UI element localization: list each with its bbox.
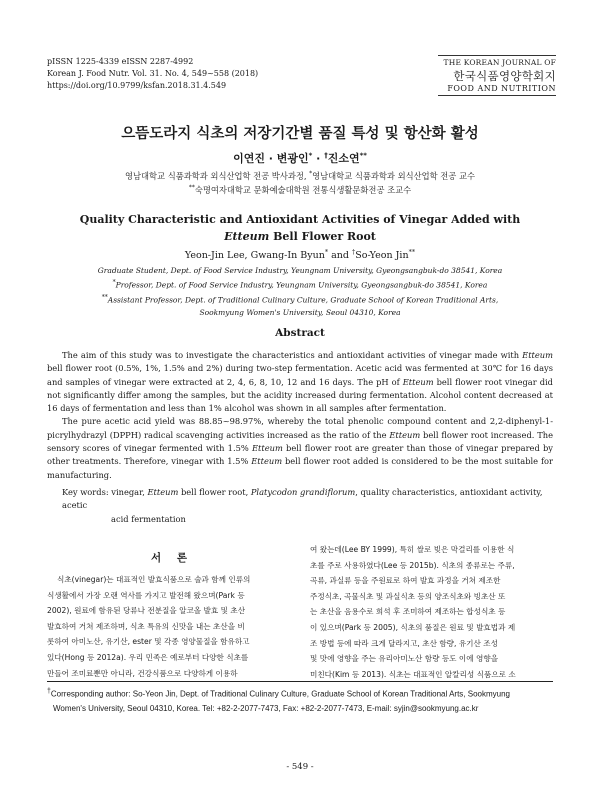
journal-logo [438, 55, 556, 96]
body-line: 발효하여 거쳐 제조하며, 식초 특유의 신맛을 내는 초산을 비 [47, 621, 245, 631]
footnote-corresponding-author [47, 685, 557, 716]
body-line: 주정식초, 곡물식초 및 과실식초 등의 양조식초와 빙초산 또 [310, 591, 506, 601]
journal-name-en-bottom: FOOD AND NUTRITION [438, 84, 556, 96]
footnote-line: Corresponding author: So-Yeon Jin, Dept. of Traditional Culinary Culture, Graduate School of Korean Traditional Arts, Sookmyung [50, 689, 510, 699]
body-line: 초를 주로 사용하였다(Lee 등 2015b). 식초의 종류로는 주류, [310, 560, 515, 570]
abstract-body [47, 349, 553, 482]
title-korean: 으뜸도라지 식초의 저장기간별 품질 특성 및 항산화 활성 [121, 126, 479, 142]
title-italic-term: Etteum [224, 230, 270, 243]
title-line-2: Bell Flower Root [269, 230, 376, 243]
keywords: Key words: vinegar, Etteum bell flower root, Platycodon grandiflorum, quality characteristics, antioxidant activity, acetic acid fermentation [62, 486, 552, 526]
author-names-1: Yeon-Jin Lee, Gwang-In Byun [184, 250, 325, 262]
body-line: 있다(Hong 등 2012a). 우리 민족은 예로부터 다양한 식초를 [47, 652, 249, 662]
affiliations-korean [0, 168, 600, 197]
body-line: 곡류, 과실류 등을 주원료로 하여 발효 과정을 거쳐 제조한 [310, 576, 501, 586]
body-line: 식생활에서 가장 오랜 역사를 가지고 발전해 왔으며(Park 등 [47, 590, 245, 600]
affiliation-line: Professor, Dept. of Food Service Industry, Yeungnam University, Gyeongsangbuk-do 38541, Korea [115, 280, 488, 290]
body-column-left [47, 572, 297, 681]
affiliation-line: 숙명여자대학교 문화예술대학원 전통식생활문화전공 조교수 [194, 185, 412, 196]
body-line: 식초(vinegar)는 대표적인 발효식품으로 술과 함께 인류의 [57, 575, 251, 584]
footnote-line: Women's University, Seoul 04310, Korea. Tel: +82-2-2077-7473, Fax: +82-2-2077-7473, E-mail: syjin@sookmyung.ac.kr [53, 703, 479, 713]
affiliation-line: 영남대학교 식품과학과 외식산업학 전공 교수 [312, 170, 475, 181]
title-english [0, 211, 600, 245]
affiliation-line: Sookmyung Women's University, Seoul 04310, Korea [199, 307, 401, 317]
title-line-1: Quality Characteristic and Antioxidant Activities of Vinegar Added with [79, 213, 521, 226]
affiliation-line: Graduate Student, Dept. of Food Service Industry, Yeungnam University, Gyeongsangbuk-do 38541, Korea [97, 266, 503, 275]
journal-name-en-top: THE KOREAN JOURNAL OF [438, 55, 556, 67]
abstract-paragraph-2: The pure acetic acid yield was 88.85~98.97%, whereby the total phenolic compound content and 2,2-diphenyl-1-picrylhydrazyl (DPPH) radical scavenging activities increased as the ratio of the Etteum bell flower root increased. The sensory scores of vinegar fermented with 1.5% Etteum bell flower root are greater than those of vinegar prepared by other treatments. Therefore, vinegar with 1.5% Etteum bell flower root added is considered to be the most suitable for manufacturing. [47, 416, 553, 480]
keywords-continuation: acid fermentation [111, 513, 186, 524]
abstract-heading: Abstract [275, 327, 325, 339]
affiliations-english [0, 265, 600, 319]
body-line: 여 왔는데(Lee BY 1999), 특히 쌀로 빚은 막걸리를 이용한 식 [310, 545, 515, 554]
body-line: 조 방법 등에 따라 크게 달라지고, 초산 함량, 유기산 조성 [310, 638, 498, 648]
journal-header [47, 56, 258, 92]
abstract-paragraph-1: The aim of this study was to investigate the characteristics and antioxidant activities of vinegar made with Etteum bell flower root (0.5%, 1%, 1.5% and 2%) during two-step fermentation. Acetic acid was fermented at 30℃ for 16 days and samples of vinegar were extracted at 2, 4, 6, 8, 10, 12 and 16 days. The pH of Etteum bell flower root vinegar did not significantly differ among the samples, but the acidity increased during fermentation. Alcohol content decreased at 16 days of fermentation and less than 1% alcohol was shown in all samples after fermentation. [47, 350, 553, 414]
section-heading-introduction: 서 론 [151, 552, 193, 564]
authors-english [0, 248, 600, 261]
journal-name-ko: 한국식품영양학회지 [453, 69, 556, 83]
author-and: and [328, 250, 353, 262]
corresponding-mark: † [324, 151, 328, 160]
affiliation-mark: ** [188, 184, 195, 192]
affiliation-mark: * [309, 170, 313, 177]
affiliation-line: 영남대학교 식품과학과 외식산업학 전공 박사과정, [125, 170, 310, 181]
issn-line: pISSN 1225-4339 eISSN 2287-4992 [47, 57, 194, 66]
body-line: 는 초산을 음용수로 희석 후 조미하여 제조하는 합성식초 등 [310, 607, 506, 617]
author-names-2: 진소연 [327, 152, 360, 165]
author-separator: · [312, 152, 325, 165]
body-column-right [310, 542, 554, 682]
author-names-2: So-Yeon Jin [355, 250, 409, 262]
body-line: 2002), 원료에 함유된 당류나 전분질을 알코올 발효 및 초산 [47, 606, 246, 616]
corresponding-mark: † [47, 688, 51, 695]
doi-link[interactable]: https://doi.org/10.9799/ksfan.2018.31.4.549 [47, 81, 227, 90]
affiliation-line: Assistant Professor, Dept. of Traditional Culinary Culture, Graduate School of Korean Traditional Arts, [107, 295, 499, 305]
author-mark: * [308, 151, 313, 160]
keywords-label: Key words: [62, 487, 112, 497]
authors-korean [0, 150, 600, 166]
body-line: 만들어 조미료뿐만 아니라, 건강식품으로 다양하게 이용하 [47, 668, 238, 678]
page-number: - 549 - [286, 762, 314, 772]
author-mark: ** [408, 248, 416, 256]
author-mark: * [324, 248, 329, 256]
author-names-1: 이연진 · 변광인 [233, 152, 309, 165]
affiliation-mark: ** [101, 293, 108, 301]
body-line: 미친다(Kim 등 2013). 식초는 대표적인 알칼리성 식품으로 소 [310, 669, 516, 679]
citation-line: Korean J. Food Nutr. Vol. 31. No. 4, 549~558 (2018) [47, 69, 259, 78]
body-line: 롯하여 아미노산, 유기산, ester 및 각종 영양물질을 함유하고 [47, 637, 250, 647]
affiliation-mark: * [112, 279, 116, 287]
body-line: 및 맛에 영향을 주는 유리아미노산 함량 등도 이에 영향을 [310, 654, 499, 664]
corresponding-mark: † [352, 248, 356, 256]
body-line: 이 있으며(Park 등 2005), 식초의 품질은 원료 및 발효법과 제 [310, 622, 516, 632]
footnote-divider [47, 681, 553, 682]
author-mark: ** [359, 151, 367, 160]
